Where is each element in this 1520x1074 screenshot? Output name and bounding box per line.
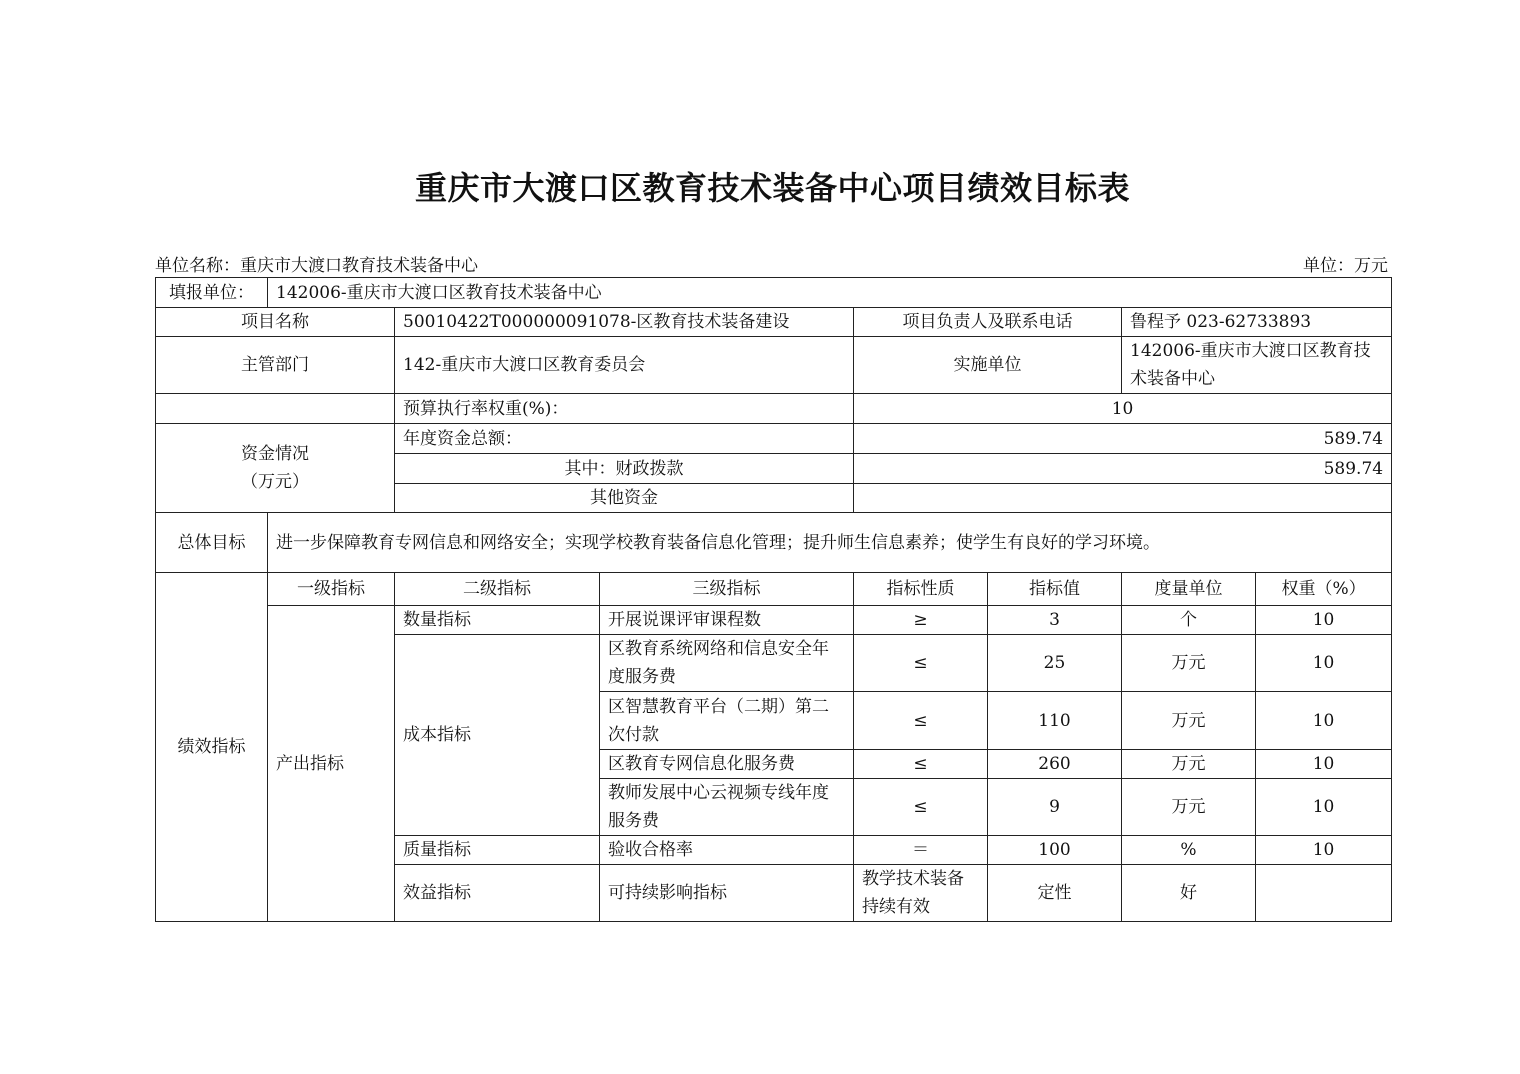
perf-label: 绩效指标 [156, 573, 268, 922]
nature-cell: ≤ [854, 692, 988, 750]
indicator-header-row [156, 573, 1392, 606]
header-value: 指标值 [988, 573, 1122, 606]
weight-cell: 10 [1256, 606, 1392, 635]
level2-quantity: 数量指标 [395, 606, 600, 635]
nature-cell: ≤ [854, 635, 988, 692]
contact-value: 鲁程予 023-62733893 [1122, 308, 1392, 337]
unit-cell: 万元 [1122, 692, 1256, 750]
funds-label [156, 424, 395, 513]
budget-rate-label: 预算执行率权重(%)： [395, 394, 854, 424]
level2-sustain: 可持续影响指标 [600, 865, 854, 922]
impl-value: 142006-重庆市大渡口区教育技术装备中心 [1122, 337, 1392, 394]
level3-cell: 教学技术装备持续有效 [854, 865, 988, 922]
nature-cell: ≥ [854, 606, 988, 635]
level2-cost: 成本指标 [395, 635, 600, 836]
level3-cell: 教师发展中心云视频专线年度服务费 [600, 779, 854, 836]
header-level1: 一级指标 [268, 573, 395, 606]
dept-value: 142-重庆市大渡口区教育委员会 [395, 337, 854, 394]
performance-target-table [155, 277, 1392, 922]
unit-info-line [155, 251, 1388, 275]
nature-cell: ＝ [854, 836, 988, 865]
budget-rate-value: 10 [854, 394, 1392, 424]
other-funds-value [854, 484, 1392, 513]
table-row [156, 606, 1392, 635]
unit-cell [1256, 865, 1392, 922]
unit-name-label: 单位名称：重庆市大渡口教育技术装备中心 [155, 256, 478, 276]
fiscal-value: 589.74 [854, 454, 1392, 484]
project-name-label: 项目名称 [156, 308, 395, 337]
value-cell: 260 [988, 750, 1122, 779]
page-title: 重庆市大渡口区教育技术装备中心项目绩效目标表 [414, 169, 1130, 207]
project-name-value: 50010422T000000091078-区教育技术装备建设 [395, 308, 854, 337]
contact-label: 项目负责人及联系电话 [854, 308, 1122, 337]
header-nature: 指标性质 [854, 573, 988, 606]
overall-goal-value: 进一步保障教育专网信息和网络安全；实现学校教育装备信息化管理；提升师生信息素养；使学生有良好的学习环境。 [268, 513, 1392, 573]
weight-cell: 10 [1256, 750, 1392, 779]
value-cell: 3 [988, 606, 1122, 635]
annual-total-value: 589.74 [854, 424, 1392, 454]
value-cell: 110 [988, 692, 1122, 750]
level3-cell: 区教育专网信息化服务费 [600, 750, 854, 779]
overall-goal-label: 总体目标 [156, 513, 268, 573]
level1-output: 产出指标 [268, 606, 395, 922]
level3-cell: 开展说课评审课程数 [600, 606, 854, 635]
annual-total-row [156, 424, 1392, 454]
impl-label: 实施单位 [854, 337, 1122, 394]
header-unit: 度量单位 [1122, 573, 1256, 606]
level1-benefit: 效益指标 [395, 865, 600, 922]
nature-cell: 定性 [988, 865, 1122, 922]
unit-cell: 万元 [1122, 779, 1256, 836]
budget-rate-row [156, 394, 1392, 424]
overall-goal-row [156, 513, 1392, 573]
level3-cell: 区智慧教育平台（二期）第二次付款 [600, 692, 854, 750]
unit-cell: 万元 [1122, 635, 1256, 692]
header-level3: 三级指标 [600, 573, 854, 606]
fill-unit-row [156, 278, 1392, 308]
nature-cell: ≤ [854, 779, 988, 836]
dept-row [156, 337, 1392, 394]
value-cell: 好 [1122, 865, 1256, 922]
annual-total-label: 年度资金总额： [395, 424, 854, 454]
value-cell: 100 [988, 836, 1122, 865]
header-level2: 二级指标 [395, 573, 600, 606]
budget-rate-empty [156, 394, 395, 424]
level3-cell: 验收合格率 [600, 836, 854, 865]
weight-cell: 10 [1256, 836, 1392, 865]
funds-label-line1: 资金情况 [241, 444, 309, 464]
nature-cell: ≤ [854, 750, 988, 779]
weight-cell: 10 [1256, 692, 1392, 750]
weight-cell: 10 [1256, 635, 1392, 692]
funds-label-line2: （万元） [241, 472, 309, 492]
unit-cell: 个 [1122, 606, 1256, 635]
fill-unit-label: 填报单位： [156, 278, 268, 308]
fiscal-label: 其中：财政拨款 [395, 454, 854, 484]
value-cell: 25 [988, 635, 1122, 692]
value-cell: 9 [988, 779, 1122, 836]
project-name-row [156, 308, 1392, 337]
other-funds-label: 其他资金 [395, 484, 854, 513]
fill-unit-value: 142006-重庆市大渡口区教育技术装备中心 [268, 278, 1392, 308]
header-weight: 权重（%） [1256, 573, 1392, 606]
level3-cell: 区教育系统网络和信息安全年度服务费 [600, 635, 854, 692]
unit-cell: 万元 [1122, 750, 1256, 779]
level2-quality: 质量指标 [395, 836, 600, 865]
weight-cell: 10 [1256, 779, 1392, 836]
unit-cell: % [1122, 836, 1256, 865]
dept-label: 主管部门 [156, 337, 395, 394]
currency-unit-label: 单位：万元 [1303, 256, 1388, 276]
